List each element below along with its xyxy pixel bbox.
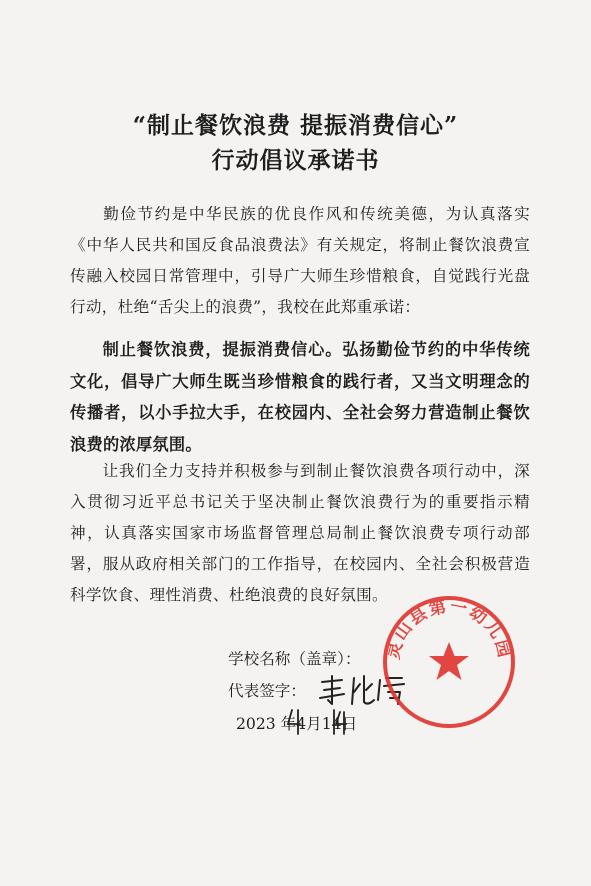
handwritten-date-marks bbox=[284, 704, 364, 740]
paragraph-1-text: 勤俭节约是中华民族的优良作风和传统美德，为认真落实《中华人民共和国反食品浪费法》有关规定，将制止餐饮浪费宣传融入校园日常管理中，引导广大师生珍惜粮食，自觉践行光盘行动，杜绝“舌尖上的浪费”，我校在此郑重承诺： bbox=[70, 205, 530, 316]
official-seal bbox=[379, 592, 519, 732]
representative-label: 代表签字： bbox=[228, 682, 306, 700]
paragraph-2 bbox=[70, 334, 530, 460]
document-title-line1: “制止餐饮浪费 提振消费信心” bbox=[132, 112, 459, 139]
paragraph-3 bbox=[70, 456, 530, 611]
seal-text: 灵山县第一幼儿园 bbox=[383, 596, 515, 662]
school-name-label: 学校名称（盖章）： bbox=[228, 650, 361, 668]
document-title-line2: 行动倡议承诺书 bbox=[211, 147, 380, 174]
paragraph-3-text: 让我们全力支持并积极参与到制止餐饮浪费各项行动中，深入贯彻习近平总书记关于坚决制止餐饮浪费行为的重要指示精神，认真落实国家市场监督管理总局制止餐饮浪费专项行动部署，服从政府相关部门的工作指导，在校园内、全社会积极营造科学饮食、理性消费、杜绝浪费的良好氛围。 bbox=[70, 462, 530, 604]
paragraph-1 bbox=[70, 199, 530, 323]
date-label: 2023 年4月14日 bbox=[236, 715, 358, 733]
paragraph-2-text: 制止餐饮浪费，提振消费信心。弘扬勤俭节约的中华传统文化，倡导广大师生既当珍惜粮食的践行者，又当文明理念的传播者，以小手拉大手，在校园内、全社会努力营造制止餐饮浪费的浓厚氛围。 bbox=[70, 340, 530, 454]
